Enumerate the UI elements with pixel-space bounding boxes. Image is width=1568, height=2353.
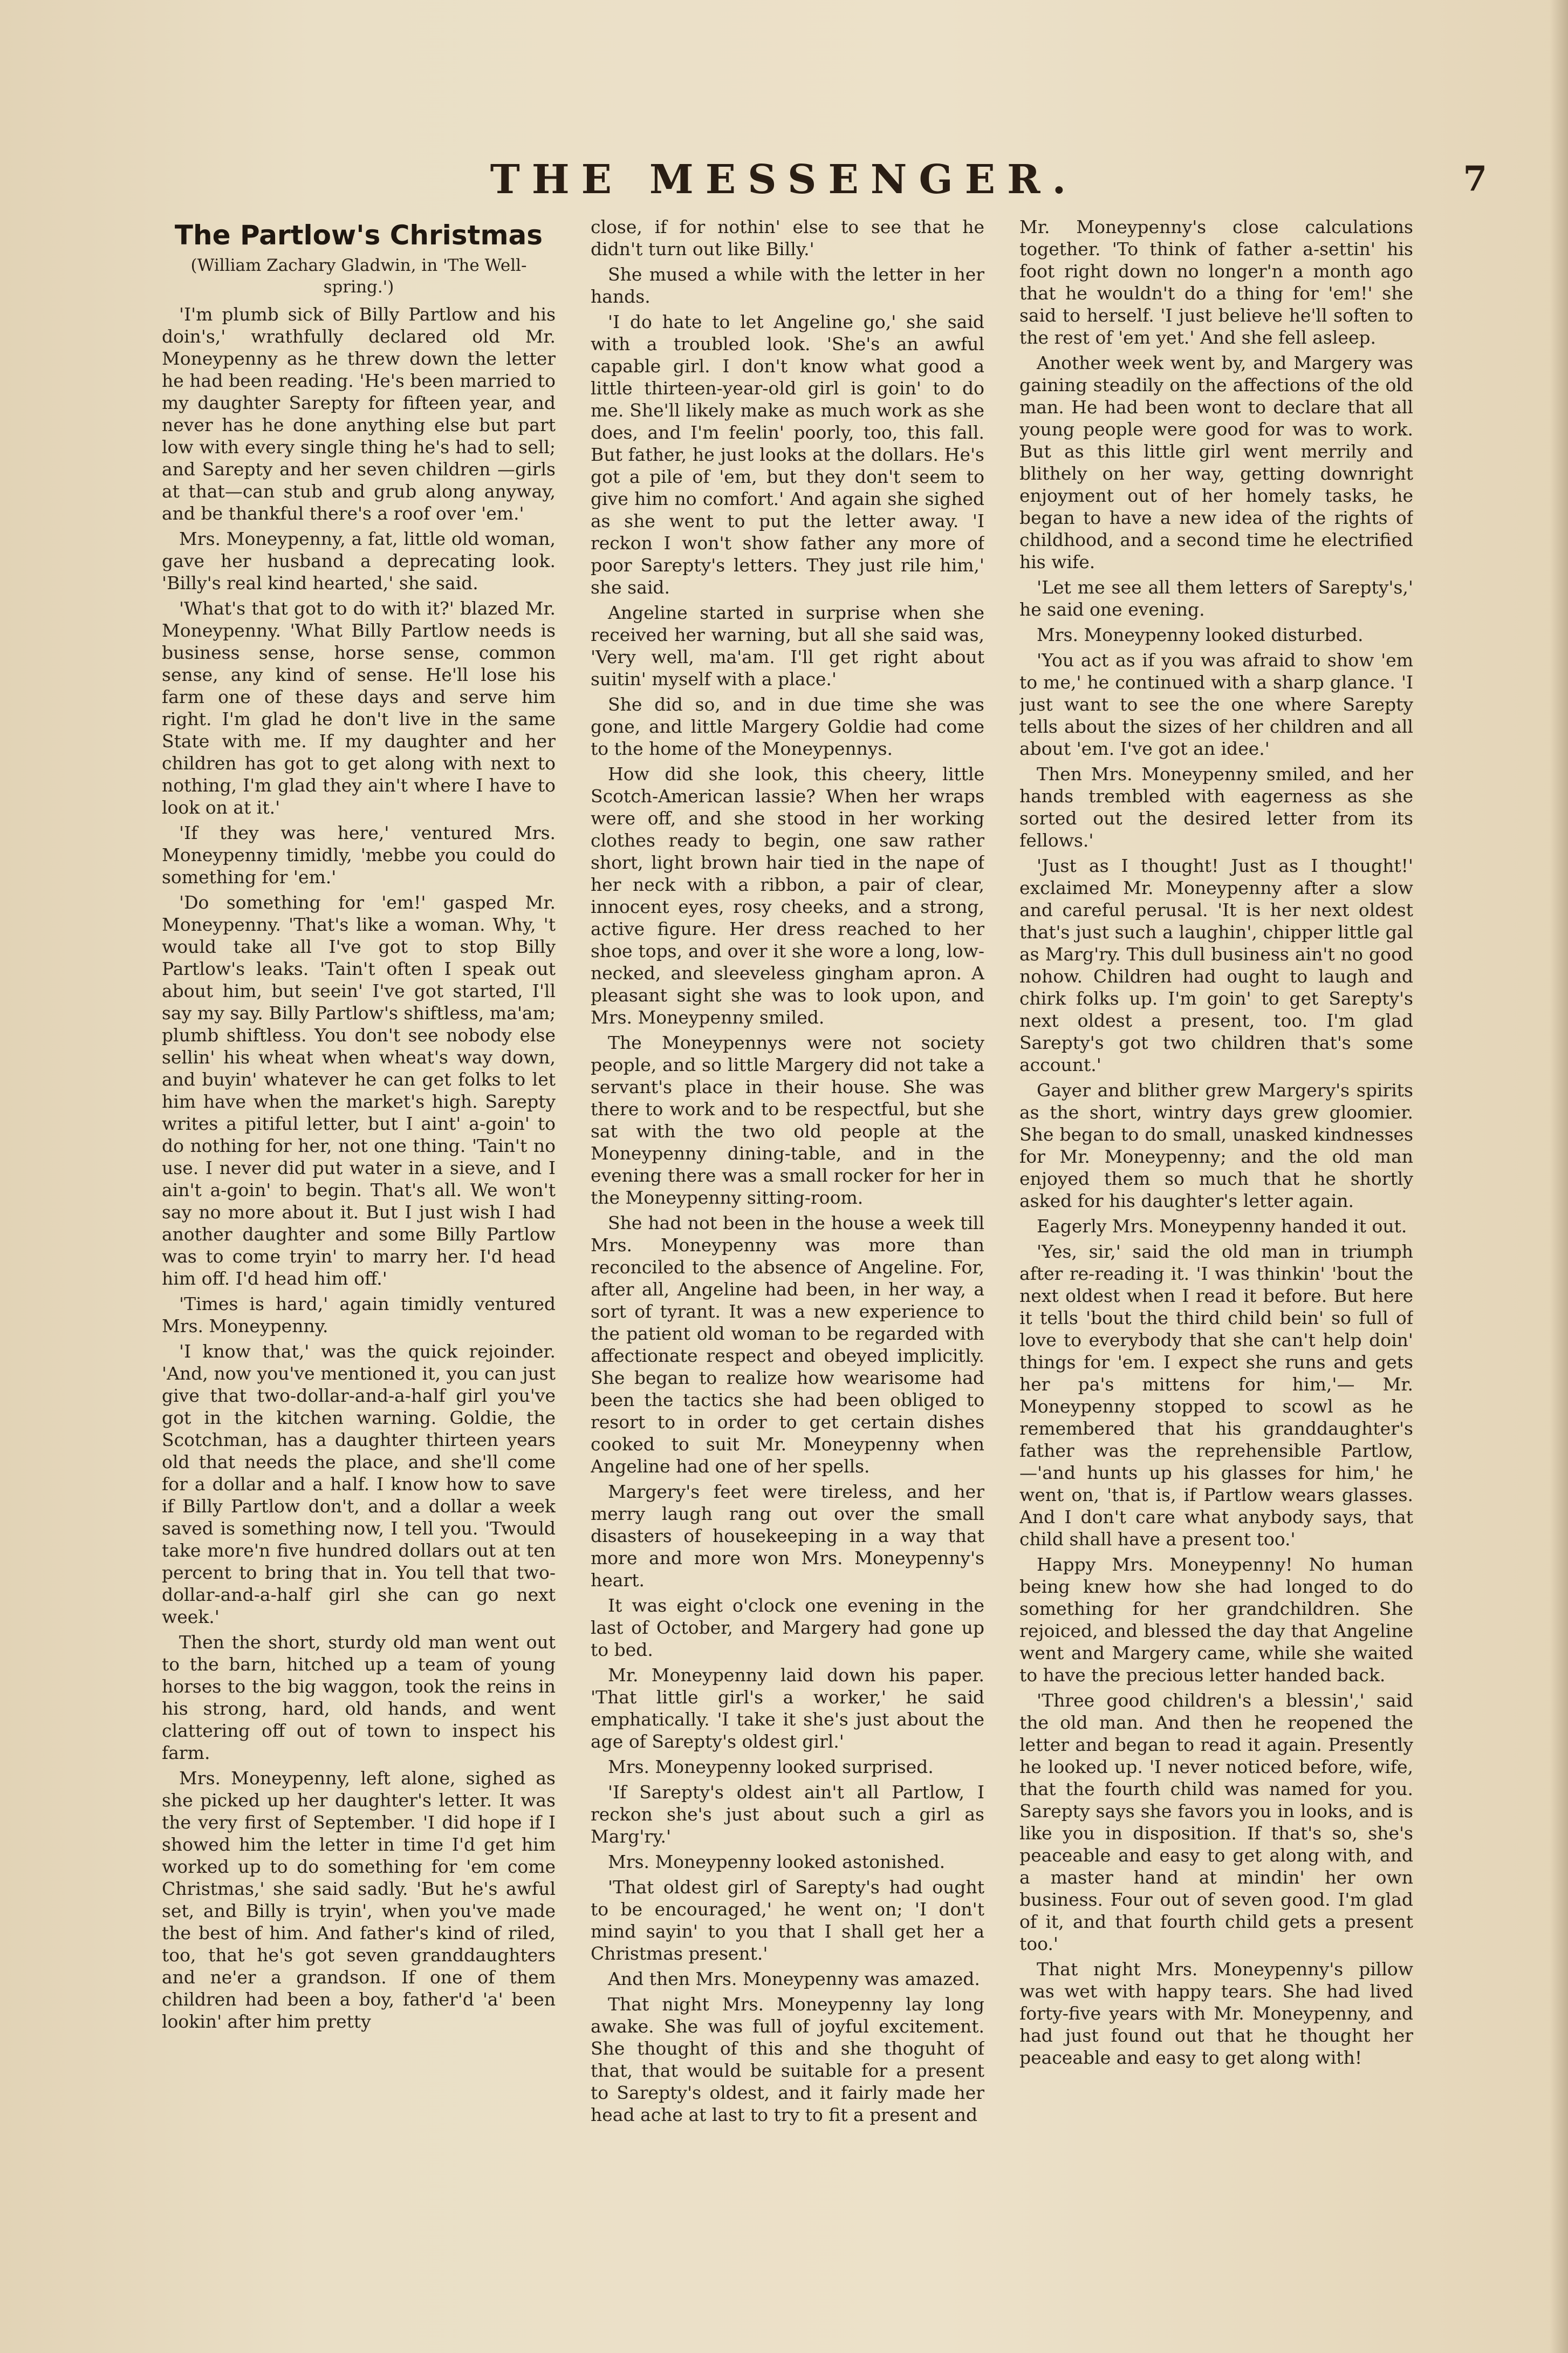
article-paragraph: Then Mrs. Moneypenny smiled, and her hands trembled with eagerness as she sorted out the desired letter from its fellows.'	[1019, 763, 1413, 851]
article-paragraph: Gayer and blither grew Margery's spirits as the short, wintry days grew gloomier. She began to do small, unasked kindnesses for Mr. Moneypenny; and the old man enjoyed them so much that he shortly asked for his daughter's letter again.	[1019, 1080, 1413, 1211]
article-paragraph: Eagerly Mrs. Moneypenny handed it out.	[1037, 1216, 1407, 1237]
article-paragraph: And then Mrs. Moneypenny was amazed.	[608, 1968, 980, 1989]
article-paragraph: Mrs. Moneypenny looked surprised.	[608, 1756, 934, 1777]
article-paragraph: 'Yes, sir,' said the old man in triumph after re-reading it. 'I was thinkin' 'bout the next oldest when I read it before. But here it tells 'bout the third child bein' so full of love to everybody that she can't help doin' things for 'em. I expect she runs and gets her pa's mittens for him,'— Mr. Moneypenny stopped to scowl as he remembered that his granddaughter's father was the reprehensible Partlow,—'and hunts up his glasses for him,' he went on, 'that is, if Partlow wears glasses. And I don't care what anybody says, that child shall have a present too.'	[1019, 1241, 1413, 1550]
article-paragraph: Another week went by, and Margery was gaining steadily on the affections of the old man. He had been wont to declare that all young people were good for was to work. But as this little girl went merrily and blithely on her way, getting downright enjoyment out of her homely tasks, he began to have a new idea of the rights of childhood, and a second time he electrified his wife.	[1019, 352, 1413, 572]
article-paragraph: It was eight o'clock one evening in the last of October, and Margery had gone up to bed.	[591, 1595, 984, 1660]
article-paragraph: Margery's feet were tireless, and her merry laugh rang out over the small disasters of housekeeping in a way that more and more won Mrs. Moneypenny's heart.	[591, 1481, 984, 1591]
article-paragraph: 'Do something for 'em!' gasped Mr. Moneypenny. 'That's like a woman. Why, 't would take all I've got to stop Billy Partlow's leaks. 'Tain't often I speak out about him, but seein' I've got started, I'll say my say. Billy Partlow's shiftless, ma'am; plumb shiftless. You don't see nobody else sellin' his wheat when wheat's way down, and buyin' whatever he can get folks to let him have when the market's high. Sarepty writes a pitiful letter, but I aint' a-goin' to do nothing for her, not one thing. 'Tain't no use. I never did put water in a sieve, and I ain't a-goin' to begin. That's all. We won't say no more about it. But I just wish I had another daughter and some Billy Partlow was to come tryin' to marry her. I'd head him off. I'd head him off.'	[162, 892, 556, 1289]
article-paragraph: That night Mrs. Moneypenny's pillow was wet with happy tears. She had lived forty-five years with Mr. Moneypenny, and had just found out that he thought her peaceable and easy to get along with!	[1019, 1959, 1413, 2068]
article-byline: (William Zachary Gladwin, in 'The Well-spring.')	[190, 256, 527, 297]
article-paragraph: Mrs. Moneypenny looked disturbed.	[1037, 624, 1364, 645]
article-paragraph: She mused a while with the letter in her hands.	[591, 264, 984, 307]
article-paragraph: That night Mrs. Moneypenny lay long awake. She was full of joyful excitement. She thought of this and she thoguht of that, that would be suitable for a present to Sarepty's oldest, and it fairly made her head ache at last to try to fit a present and	[591, 1994, 984, 2125]
article-paragraph: She had not been in the house a week till Mrs. Moneypenny was more than reconciled to the absence of Angeline. For, after all, Angeline had been, in her way, a sort of tyrant. It was a new experience to the patient old woman to be regarded with affectionate respect and obeyed implicitly. She began to realize how wearisome had been the tactics she had been obliged to resort to in order to get certain dishes cooked to suit Mr. Moneypenny when Angeline had one of her spells.	[591, 1212, 984, 1477]
article-title: The Partlow's Christmas	[174, 220, 543, 251]
article-paragraph: 'What's that got to do with it?' blazed Mr. Moneypenny. 'What Billy Partlow needs is business sense, horse sense, common sense, any kind of sense. He'll lose his farm one of these days and serve him right. I'm glad he don't live in the same State with me. If my daughter and her children has got to get along with next to nothing, I'm glad they ain't where I have to look on at it.'	[162, 598, 556, 818]
article-paragraph: 'Three good children's a blessin',' said the old man. And then he reopened the letter and began to read it again. Presently he looked up. 'I never noticed before, wife, that the fourth child was named for you. Sarepty says she favors you in looks, and is like you in disposition. If that's so, she's peaceable and easy to get along with, and a master hand at mindin' her own business. Four out of seven good. I'm glad of it, and that fourth child gets a present too.'	[1019, 1690, 1413, 1954]
article-paragraph: She did so, and in due time she was gone, and little Margery Goldie had come to the home of the Moneypennys.	[591, 694, 984, 759]
article-paragraph: The Moneypennys were not society people, and so little Margery did not take a servant's place in their house. She was there to work and to be respectful, but she sat with the two old people at the Moneypenny dining-table, and in the evening there was a small rocker for her in the Moneypenny sitting-room.	[591, 1032, 984, 1208]
article-paragraph: 'That oldest girl of Sarepty's had ought to be encouraged,' he went on; 'I don't mind sayin' to you that I shall get her a Christmas present.'	[591, 1877, 984, 1964]
article-paragraph: Mr. Moneypenny's close calculations together. 'To think of father a-settin' his foot right down no longer'n a month ago that he wouldn't do a thing for 'em!' she said to herself. 'I just believe he'll soften to the rest of 'em yet.' And she fell asleep.	[1019, 216, 1413, 348]
article-paragraph: Angeline started in surprise when she received her warning, but all she said was, 'Very well, ma'am. I'll get right about suitin' myself with a place.'	[591, 602, 984, 690]
article-paragraph: 'You act as if you was afraid to show 'em to me,' he continued with a sharp glance. 'I just want to see the one where Sarepty tells about the sizes of her children and all about 'em. I've got an idee.'	[1019, 650, 1413, 759]
article-paragraph: Mr. Moneypenny laid down his paper. 'That little girl's a worker,' he said emphatically. 'I take it she's just about the age of Sarepty's oldest girl.'	[591, 1665, 984, 1752]
article-paragraph: 'If Sarepty's oldest ain't all Partlow, I reckon she's just about such a girl as Marg'ry.'	[591, 1782, 984, 1847]
article-paragraph: 'Times is hard,' again timidly ventured Mrs. Moneypenny.	[162, 1293, 556, 1336]
article-paragraph: 'Just as I thought! Just as I thought!' exclaimed Mr. Moneypenny after a slow and careful perusal. 'It is her next oldest that's just such a laughin', chipper little gal as Marg'ry. This dull business ain't no good nohow. Children had ought to laugh and chirk folks up. I'm goin' to get Sarepty's next oldest a present, too. I'm glad Sarepty's got two children that's some account.'	[1019, 855, 1413, 1075]
article-paragraph: close, if for nothin' else to see that he didn't turn out like Billy.'	[591, 216, 984, 260]
article-paragraph: Mrs. Moneypenny looked astonished.	[608, 1851, 946, 1872]
article-paragraph: Then the short, sturdy old man went out to the barn, hitched up a team of young horses to the big waggon, took the reins in his strong, hard, old hands, and went clattering off out of town to inspect his farm.	[162, 1632, 556, 1763]
article-paragraph: 'If they was here,' ventured Mrs. Moneypenny timidly, 'mebbe you could do something for 'em.'	[162, 822, 556, 888]
article-paragraph: Happy Mrs. Moneypenny! No human being knew how she had longed to do something for her grandchildren. She rejoiced, and blessed the day that Angeline went and Margery came, while she waited to have the precious letter handed back.	[1019, 1554, 1413, 1686]
article-paragraph: 'I'm plumb sick of Billy Partlow and his doin's,' wrathfully declared old Mr. Moneypenny as he threw down the letter he had been reading. 'He's been married to my daughter Sarepty for fifteen year, and never has he done anything else but part low with every single thing he's had to sell; and Sarepty and her seven children —girls at that—can stub and grub along anyway, and be thankful there's a roof over 'em.'	[162, 304, 556, 524]
article-paragraph: Mrs. Moneypenny, a fat, little old woman, gave her husband a deprecating look. 'Billy's real kind hearted,' she said.	[162, 528, 556, 594]
masthead	[0, 151, 1568, 210]
column-2	[591, 216, 984, 2293]
newspaper-title: THE MESSENGER.	[490, 156, 1078, 203]
article-paragraph: 'I do hate to let Angeline go,' she said with a troubled look. 'She's an awful capable girl. I don't know what good a little thirteen-year-old girl is goin' to do me. She'll likely make as much work as she does, and I'm feelin' poorly, too, this fall. But father, he just looks at the dollars. He's got a pile of 'em, but they don't seem to give him no comfort.' And again she sighed as she went to put the letter away. 'I reckon I won't show father any more of poor Sarepty's letters. They just rile him,' she said.	[591, 311, 984, 598]
article-paragraph: 'Let me see all them letters of Sarepty's,' he said one evening.	[1019, 577, 1413, 620]
column-1	[162, 216, 556, 2293]
page-number: 7	[1463, 159, 1487, 199]
column-3	[1019, 216, 1413, 2293]
article-paragraph: 'I know that,' was the quick rejoinder. 'And, now you've mentioned it, you can just give that two-dollar-and-a-half girl you've got in the kitchen warning. Goldie, the Scotchman, has a daughter thirteen years old that needs the place, and she'll come for a dollar and a half. I know how to save if Billy Partlow don't, and a dollar a week saved is something now, I tell you. 'Twould take more'n five hundred dollars out at ten percent to bring that in. You tell that two-dollar-and-a-half girl she can go next week.'	[162, 1341, 556, 1627]
article-paragraph: Mrs. Moneypenny, left alone, sighed as she picked up her daughter's letter. It was the very first of September. 'I did hope if I showed him the letter in time I'd get him worked up to do something for 'em come Christmas,' she said sadly. 'But he's awful set, and Billy is tryin', when you've made the best of him. And father's kind of riled, too, that he's got seven granddaughters and ne'er a grandson. If one of them children had been a boy, father'd 'a' been lookin' after him pretty	[162, 1768, 556, 2032]
article-paragraph: How did she look, this cheery, little Scotch-American lassie? When her wraps were off, and she stood in her working clothes ready to begin, one saw rather short, light brown hair tied in the nape of her neck with a ribbon, a pair of clear, innocent eyes, rosy cheeks, and a strong, active figure. Her dress reached to her shoe tops, and over it she wore a long, low-necked, and sleeveless gingham apron. A pleasant sight she was to look upon, and Mrs. Moneypenny smiled.	[591, 763, 984, 1028]
article-columns	[162, 216, 1413, 2293]
